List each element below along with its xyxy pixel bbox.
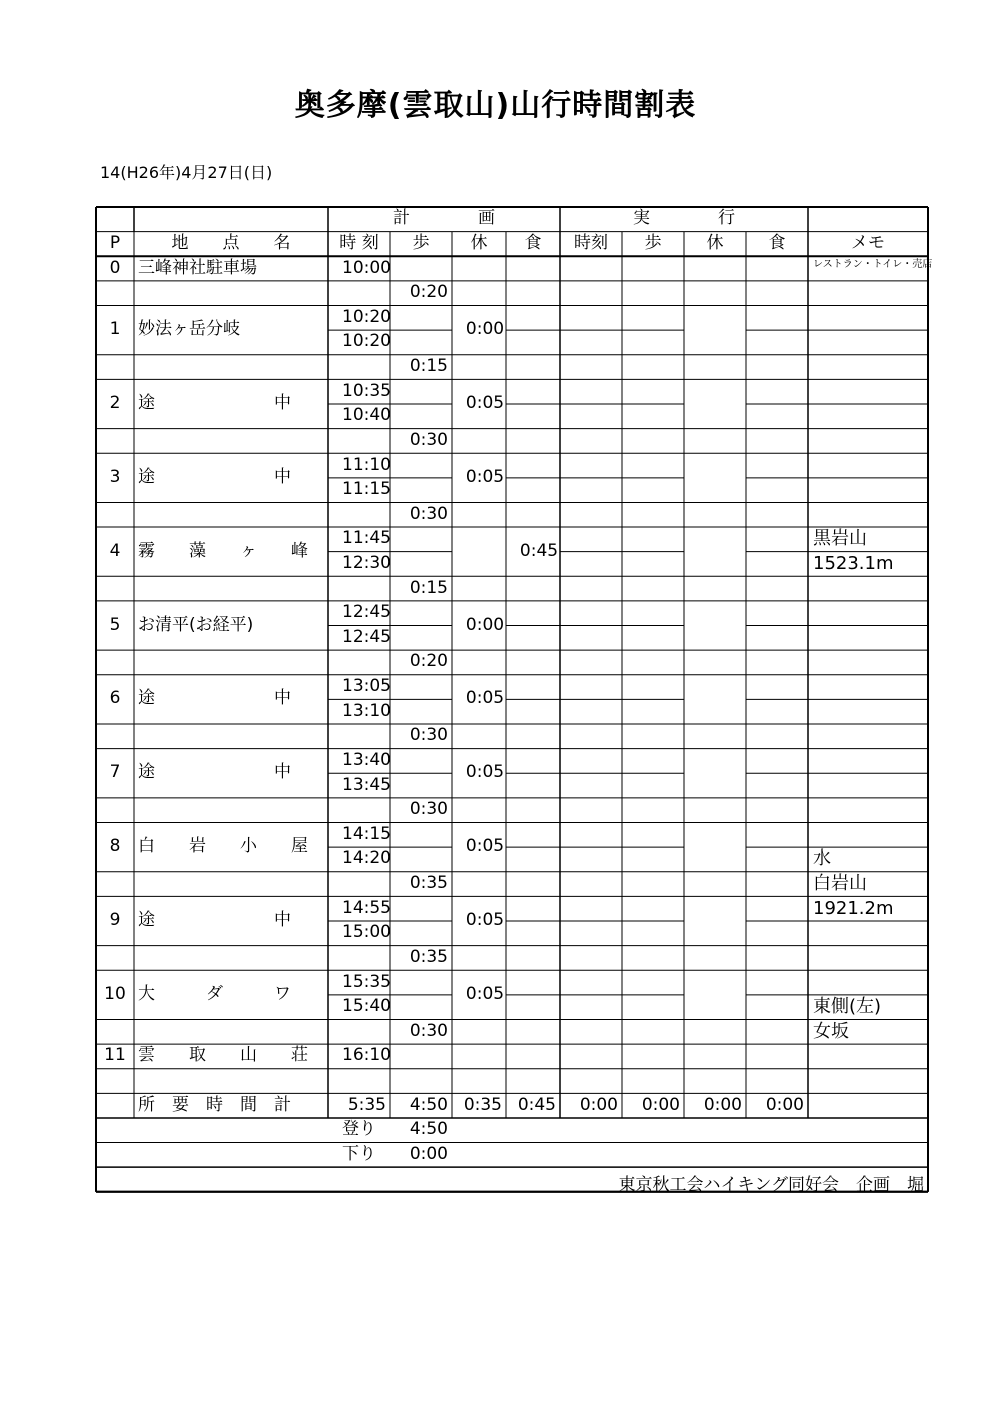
memo-text: 1921.2m xyxy=(813,897,894,919)
point-number: 9 xyxy=(109,909,121,930)
plan-walk-time: 0:30 xyxy=(409,429,448,450)
point-number: 10 xyxy=(104,983,126,1004)
point-name: 妙法ヶ岳分岐 xyxy=(138,319,240,340)
plan-departure-time: 10:20 xyxy=(342,331,391,352)
plan-departure-time: 15:40 xyxy=(342,996,391,1017)
point-name: お清平(お経平) xyxy=(138,614,254,635)
plan-meal-time: 0:45 xyxy=(519,540,559,561)
column-header: 食 xyxy=(524,232,542,253)
plan-walk-time: 0:15 xyxy=(409,577,448,598)
plan-departure-time: 15:00 xyxy=(342,922,391,943)
plan-rest-time: 0:05 xyxy=(465,466,505,487)
plan-arrival-time: 11:45 xyxy=(342,528,391,549)
column-header: 歩 xyxy=(644,232,662,253)
point-number: 1 xyxy=(109,319,121,340)
memo-text: 女坂 xyxy=(813,1020,849,1042)
point-name: 霧 藻 ヶ 峰 xyxy=(138,540,308,561)
column-header: 歩 xyxy=(412,232,430,253)
ascent-label: 登り xyxy=(342,1119,376,1140)
plan-walk-time: 0:20 xyxy=(409,651,448,672)
point-number: 11 xyxy=(104,1045,126,1066)
column-header: 時刻 xyxy=(574,232,608,253)
memo-text: 水 xyxy=(813,848,831,870)
total-plan-walk: 4:50 xyxy=(409,1094,448,1115)
plan-walk-time: 0:30 xyxy=(409,1020,448,1041)
descent-label: 下り xyxy=(342,1143,376,1164)
point-name: 三峰神社駐車場 xyxy=(138,257,257,278)
plan-rest-time: 0:05 xyxy=(465,909,505,930)
plan-departure-time: 13:10 xyxy=(342,700,391,721)
plan-walk-time: 0:15 xyxy=(409,356,448,377)
column-header: 休 xyxy=(470,232,488,253)
point-number: 6 xyxy=(109,688,121,709)
point-name: 途 中 xyxy=(138,466,291,487)
plan-arrival-time: 10:20 xyxy=(342,306,391,327)
point-number: 0 xyxy=(109,257,121,278)
point-number: 4 xyxy=(109,540,121,561)
plan-rest-time: 0:00 xyxy=(465,614,505,635)
point-number: 8 xyxy=(109,836,121,857)
plan-arrival-time: 14:15 xyxy=(342,823,391,844)
plan-rest-time: 0:05 xyxy=(465,688,505,709)
memo-text: レストラン・トイレ・売店 xyxy=(813,258,933,270)
plan-rest-time: 0:00 xyxy=(465,319,505,340)
plan-arrival-time: 15:35 xyxy=(342,971,391,992)
plan-walk-time: 0:30 xyxy=(409,503,448,524)
memo-text: 東側(左) xyxy=(813,996,882,1018)
column-header: 時 刻 xyxy=(339,232,379,253)
total-act-walk: 0:00 xyxy=(641,1094,680,1115)
plan-arrival-time: 12:45 xyxy=(342,602,391,623)
plan-departure-time: 13:45 xyxy=(342,774,391,795)
plan-departure-time: 12:30 xyxy=(342,552,391,573)
total-plan-time: 5:35 xyxy=(347,1094,386,1115)
ascent-walk-time: 4:50 xyxy=(409,1119,448,1140)
plan-departure-time: 11:15 xyxy=(342,479,391,500)
point-name: 途 中 xyxy=(138,909,291,930)
column-header: 食 xyxy=(768,232,786,253)
plan-rest-time: 0:05 xyxy=(465,762,505,783)
point-number: 5 xyxy=(109,614,121,635)
plan-arrival-time: 10:35 xyxy=(342,380,391,401)
plan-rest-time: 0:05 xyxy=(465,392,505,413)
plan-walk-time: 0:20 xyxy=(409,282,448,303)
plan-departure-time: 14:20 xyxy=(342,848,391,869)
plan-rest-time: 0:05 xyxy=(465,836,505,857)
event-date: 14(H26年)4月27日(日) xyxy=(100,163,273,182)
memo-text: 1523.1m xyxy=(813,552,894,574)
plan-walk-time: 0:35 xyxy=(409,946,448,967)
total-plan-rest: 0:35 xyxy=(463,1094,502,1115)
point-number: 3 xyxy=(109,466,121,487)
plan-group-header: 計 画 xyxy=(393,208,495,229)
page-title: 奥多摩(雲取山)山行時間割表 xyxy=(294,88,697,123)
memo-text: 白岩山 xyxy=(813,873,867,895)
totals-label: 所 要 時 間 計 xyxy=(138,1094,291,1115)
total-plan-meal: 0:45 xyxy=(517,1094,556,1115)
column-header: メモ xyxy=(851,232,885,253)
total-act-rest: 0:00 xyxy=(703,1094,742,1115)
actual-group-header: 実 行 xyxy=(633,208,735,229)
total-act-meal: 0:00 xyxy=(765,1094,804,1115)
column-header: P xyxy=(109,232,121,253)
plan-arrival-time: 14:55 xyxy=(342,897,391,918)
column-header: 休 xyxy=(706,232,724,253)
plan-walk-time: 0:30 xyxy=(409,799,448,820)
plan-arrival-time: 16:10 xyxy=(342,1045,391,1066)
plan-arrival-time: 11:10 xyxy=(342,454,391,475)
point-name: 途 中 xyxy=(138,688,291,709)
total-act-time: 0:00 xyxy=(579,1094,618,1115)
plan-departure-time: 12:45 xyxy=(342,626,391,647)
point-number: 2 xyxy=(109,392,121,413)
column-header: 地 点 名 xyxy=(171,232,291,253)
point-name: 途 中 xyxy=(138,392,291,413)
point-number: 7 xyxy=(109,762,121,783)
plan-rest-time: 0:05 xyxy=(465,983,505,1004)
point-name: 雲 取 山 荘 xyxy=(138,1045,308,1066)
memo-text: 黒岩山 xyxy=(813,528,867,550)
plan-walk-time: 0:35 xyxy=(409,873,448,894)
plan-arrival-time: 10:00 xyxy=(342,257,391,278)
point-name: 白 岩 小 屋 xyxy=(138,836,308,857)
plan-walk-time: 0:30 xyxy=(409,725,448,746)
plan-departure-time: 10:40 xyxy=(342,405,391,426)
descent-walk-time: 0:00 xyxy=(409,1143,448,1164)
plan-arrival-time: 13:40 xyxy=(342,749,391,770)
point-name: 途 中 xyxy=(138,762,291,783)
organizer-credit: 東京秋工会ハイキング同好会 企画 堀 xyxy=(618,1175,924,1196)
plan-arrival-time: 13:05 xyxy=(342,676,391,697)
point-name: 大 ダ ワ xyxy=(138,983,291,1004)
